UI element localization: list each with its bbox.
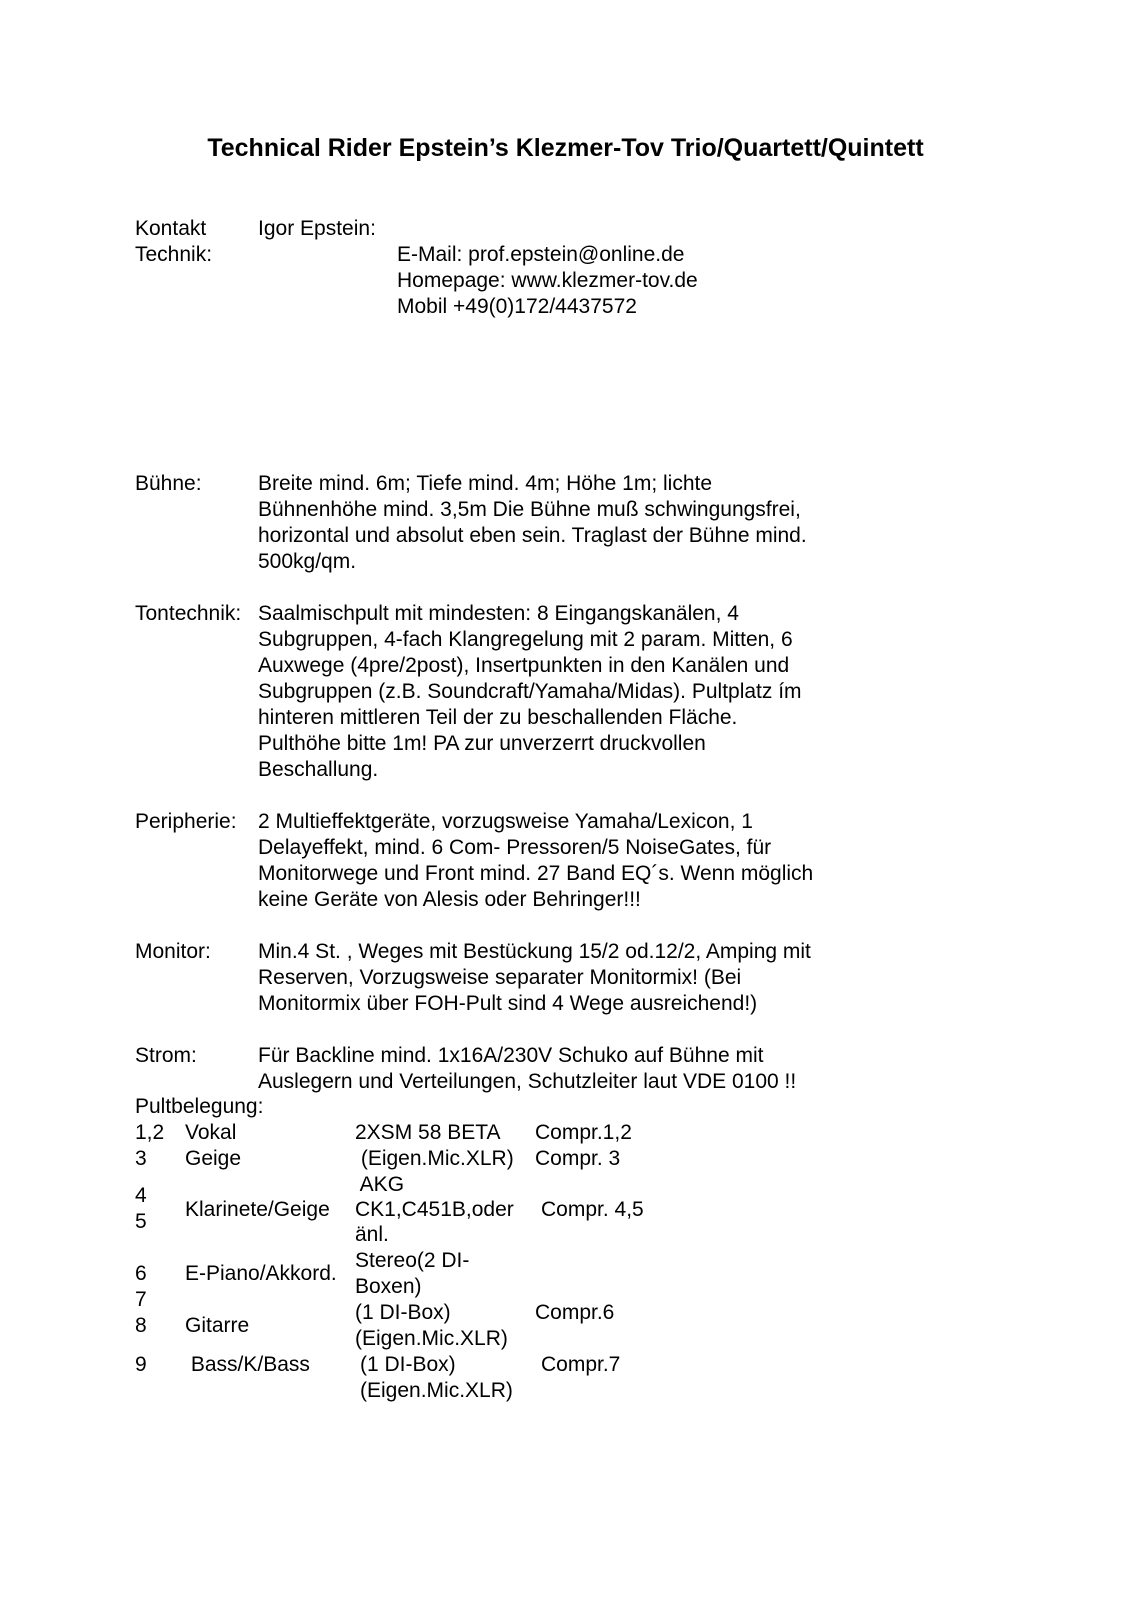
text-line: 500kg/qm.	[258, 550, 357, 573]
row-channel-second: 7	[135, 1288, 147, 1311]
row-compressor: Compr. 3	[535, 1147, 621, 1170]
page-title: Technical Rider Epstein’s Klezmer-Tov Trio/Quartett/Quintett	[207, 134, 924, 162]
section-label-strom: Strom:	[135, 1044, 197, 1067]
row-mic-line: CK1,C451B,oder	[355, 1198, 514, 1221]
row-instrument: E-Piano/Akkord.	[185, 1262, 337, 1285]
section-label-monitor: Monitor:	[135, 940, 211, 963]
section-text-monitor	[258, 939, 898, 1017]
section-label-buehne: Bühne:	[135, 472, 202, 495]
row-instrument: Vokal	[185, 1121, 237, 1144]
text-line: horizontal und absolut eben sein. Traglast der Bühne mind.	[258, 524, 807, 547]
text-line: Monitorwege und Front mind. 27 Band EQ´s. Wenn möglich	[258, 862, 814, 885]
row-mic-line: änl.	[355, 1223, 389, 1246]
pultbelegung-heading: Pultbelegung:	[135, 1095, 264, 1118]
row-mic-line: Stereo(2 DI-	[355, 1249, 470, 1272]
row-compressor: Compr. 4,5	[541, 1198, 644, 1221]
contact-label-line1: Kontakt	[135, 217, 207, 240]
row-mic-line: (Eigen.Mic.XLR)	[355, 1327, 508, 1350]
text-line: Subgruppen, 4-fach Klangregelung mit 2 param. Mitten, 6	[258, 628, 793, 651]
text-line: Beschallung.	[258, 758, 379, 781]
contact-homepage: Homepage: www.klezmer-tov.de	[397, 269, 698, 292]
row-channel-second: 5	[135, 1210, 147, 1233]
text-line: Subgruppen (z.B. Soundcraft/Yamaha/Midas). Pultplatz ím	[258, 680, 802, 703]
row-mic-line: (1 DI-Box)	[355, 1301, 451, 1324]
text-line: Pulthöhe bitte 1m! PA zur unverzerrt druckvollen	[258, 732, 706, 755]
section-text-tontechnik	[258, 601, 898, 783]
text-line: Monitormix über FOH-Pult sind 4 Wege ausreichend!)	[258, 992, 758, 1015]
row-instrument: Geige	[185, 1147, 242, 1170]
row-mic-line: (Eigen.Mic.XLR)	[360, 1379, 513, 1402]
contact-mobile: Mobil +49(0)172/4437572	[397, 295, 637, 318]
row-channel: 4	[135, 1184, 147, 1207]
section-label-tontechnik: Tontechnik:	[135, 602, 242, 625]
text-line: keine Geräte von Alesis oder Behringer!!!	[258, 888, 641, 911]
row-mic-line: AKG	[355, 1173, 405, 1196]
row-instrument: Klarinete/Geige	[185, 1198, 330, 1221]
text-line: Delayeffekt, mind. 6 Com- Pressoren/5 NoiseGates, für	[258, 836, 772, 859]
row-mic-line: Boxen)	[355, 1275, 422, 1298]
contact-label-line2: Technik:	[135, 243, 213, 266]
row-mic-line: (1 DI-Box)	[360, 1353, 456, 1376]
section-text-strom	[258, 1043, 898, 1095]
row-channel: 6	[135, 1262, 147, 1285]
text-line: Min.4 St. , Weges mit Bestückung 15/2 od.12/2, Amping mit	[258, 940, 811, 963]
row-channel: 3	[135, 1147, 147, 1170]
text-line: Für Backline mind. 1x16A/230V Schuko auf Bühne mit	[258, 1044, 764, 1067]
row-compressor: Compr.6	[535, 1301, 615, 1324]
text-line: Reserven, Vorzugsweise separater Monitormix! (Bei	[258, 966, 742, 989]
row-compressor: Compr.1,2	[535, 1121, 632, 1144]
text-line: hinteren mittleren Teil der zu beschallenden Fläche.	[258, 706, 738, 729]
row-compressor: Compr.7	[541, 1353, 621, 1376]
row-instrument: Bass/K/Bass	[185, 1353, 310, 1376]
row-instrument: Gitarre	[185, 1314, 250, 1337]
row-mic: 2XSM 58 BETA	[355, 1121, 501, 1144]
contact-email: E-Mail: prof.epstein@online.de	[397, 243, 685, 266]
section-label-peripherie: Peripherie:	[135, 810, 237, 833]
row-channel: 1,2	[135, 1121, 165, 1144]
section-text-peripherie	[258, 809, 898, 913]
row-channel: 9	[135, 1353, 147, 1376]
contact-name: Igor Epstein:	[258, 217, 376, 240]
text-line: Auslegern und Verteilungen, Schutzleiter laut VDE 0100 !!	[258, 1070, 797, 1093]
section-text-buehne	[258, 471, 898, 575]
text-line: Auxwege (4pre/2post), Insertpunkten in den Kanälen und	[258, 654, 790, 677]
text-line: 2 Multieffektgeräte, vorzugsweise Yamaha/Lexicon, 1	[258, 810, 753, 833]
row-mic: (Eigen.Mic.XLR)	[355, 1147, 514, 1170]
text-line: Bühnenhöhe mind. 3,5m Die Bühne muß schwingungsfrei,	[258, 498, 801, 521]
text-line: Saalmischpult mit mindesten: 8 Eingangskanälen, 4	[258, 602, 739, 625]
row-channel: 8	[135, 1314, 147, 1337]
text-line: Breite mind. 6m; Tiefe mind. 4m; Höhe 1m; lichte	[258, 472, 713, 495]
